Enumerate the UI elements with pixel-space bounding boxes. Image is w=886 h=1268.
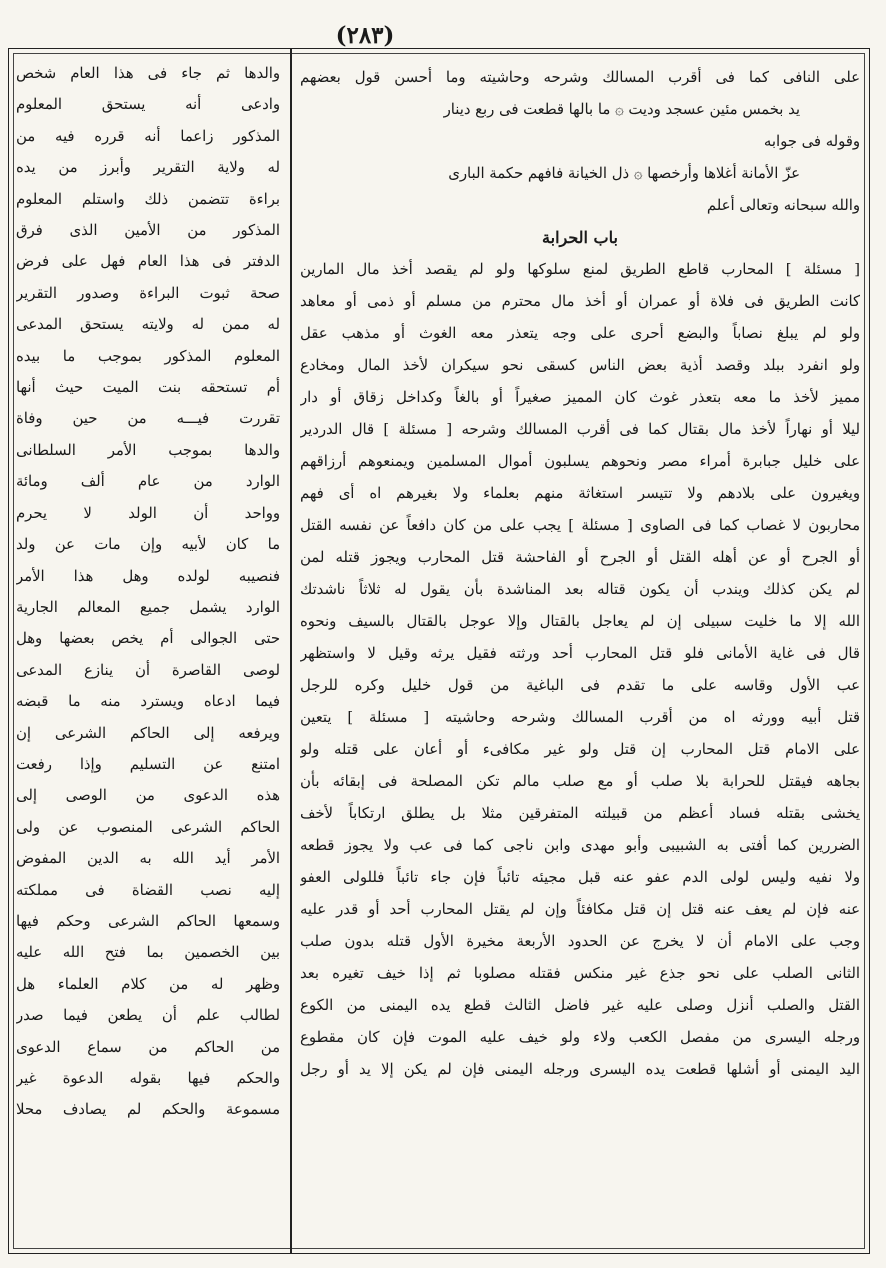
- side-line: الوارد من عام ألف ومائة: [16, 473, 280, 491]
- main-line: ولا نفيه وليس لولى الدم عفو عنه قبل مجيئه تائباً فإن جاء تائباً فللولى العفو: [300, 869, 860, 886]
- side-line: له ممن له ولايته يستحق المدعى: [16, 316, 280, 334]
- side-line: امتنع عن التسليم وإذا رفعت: [16, 755, 280, 773]
- main-line: ويغيرون على بلادهم ولا تتيسر استغاثة منهم بعلماء ولا بغيرهم اه أى فهم: [300, 485, 860, 502]
- side-line: والحكم فيها بقوله الدعوة غير: [16, 1070, 280, 1087]
- side-line: والدها بموجب الأمر السلطانى: [16, 441, 280, 459]
- main-line: لم يكن كذلك ويندب أن يكون قتاله بعد المناشدة بأن يقول له ثلاثاً ناشدتك: [300, 581, 860, 598]
- side-line: وواحد أن الولد لا يحرم: [16, 504, 280, 522]
- main-line: ليلا أو نهاراً لأخذ مال بقتال كما فى أقرب المسالك وشرحه [ مسئلة ] قال الدردير: [300, 421, 860, 438]
- main-column: [300, 62, 860, 1248]
- main-line: عب الأول وقاسه على ما تقدم فى الباغية من قول خليل وكره للرجل: [300, 677, 860, 694]
- main-line: على خليل جبابرة أمراء مصر ونحوهم يسلبون أموال المسلمين ويمنعوهم أرزاقهم: [300, 453, 860, 470]
- verse-line: يد بخمس مئين عسجد وديت ۞ ما بالها قطعت فى ربع دينار: [443, 101, 800, 118]
- main-line: قال فى غاية الأمانى فلو قتل المحارب أحد ورثته فقيل يرثه وقيل لا واستظهر: [300, 645, 860, 662]
- side-line: حتى الجوالى أم يخص بعضها وهل: [16, 630, 280, 648]
- main-line: اليد اليمنى أو أشلها قطعت يده اليسرى ورجله اليمنى فإن لم يكن إلا يد أو رجل: [300, 1061, 860, 1078]
- side-line: وظهر له من كلام العلماء هل: [16, 975, 280, 993]
- side-line: المذكور زاعما أنه قرره فيه من: [16, 127, 280, 145]
- main-line: عنه فإن لم يعف عنه قتل إن قتل مكافئاً وإن لم يقتل المحارب أحد أو قدر عليه: [300, 901, 860, 918]
- side-line: تقررت فيـــه من حين وفاة: [16, 410, 280, 428]
- main-line: ولو انفرد ببلد وقصد أذية بعض الناس كسقى نحو سيكران لأخذ المال ومخادع: [300, 357, 860, 374]
- side-line: وادعى أنه يستحق المعلوم: [16, 96, 280, 114]
- side-line: والدها ثم جاء فى هذا العام شخص: [16, 65, 280, 82]
- section-heading: باب الحرابة: [542, 228, 618, 247]
- main-line: مميز لأخذ ما معه بتعذر غوث كان المميز صغيراً أو بالغاً وكداخل زقاق أو دار: [300, 389, 860, 406]
- side-line: ويرفعه إلى الحاكم الشرعى إن: [16, 724, 280, 742]
- main-line: على الامام قتل المحارب إن قتل ولو غير مكافىء أو أعان على قتله ولو: [300, 741, 860, 758]
- page-number: (٢٨٣): [335, 22, 395, 49]
- main-line: القتل والصلب أنزل وصلى عليه غير فاضل الثالث قطع يده اليمنى من الكوع: [300, 997, 860, 1014]
- side-line: أم تستحقه بنت الميت حيث أنها: [16, 379, 280, 397]
- side-line: المعلوم المذكور بموجب ما بيده: [16, 347, 280, 365]
- main-line: بجاهه فيقتل للحرابة بلا صلب أو مع صلب مالم تكن المصلحة فى إبقائه بأن: [300, 773, 860, 790]
- main-line: أو الجرح أو عن أهله القتل أو الجرح أو الفاحشة قتل المحارب ويجوز قتله لمن: [300, 549, 860, 566]
- side-line: مسموعة والحكم لم يصادف محلا: [16, 1101, 280, 1119]
- side-line: إليه نصب القضاة فى مملكته: [16, 881, 280, 899]
- side-column: [16, 58, 280, 1248]
- side-line: من الحاكم من سماع الدعوى: [16, 1038, 280, 1056]
- side-line: لوصى القاصرة أن ينازع المدعى: [16, 661, 280, 679]
- main-line: ولو لم يبلغ نصاباً والبضع أحرى على وجه يتعذر معه الغوث أو مذهب عقل: [300, 325, 860, 342]
- column-divider: [290, 48, 292, 1254]
- main-line: الثانى الصلب على نحو جذع غير منكس فقتله مصلوبا ثم إذا خيف تغيره بعد: [300, 965, 860, 982]
- side-line: فنصيبه لولده وهل هذا الأمر: [16, 567, 280, 585]
- verse-line: عزّ الأمانة أغلاها وأرخصها ۞ ذل الخيانة فافهم حكمة البارى: [448, 165, 800, 182]
- side-line: بين الخصمين بما فتح الله عليه: [16, 944, 280, 962]
- side-line: فيما ادعاه ويسترد منه ما قبضه: [16, 693, 280, 711]
- main-line: يخشى بقتله فساد أعظم من قبيلته المتفرقين مثلا بل يطلق ارتكاباً لأخف: [300, 805, 860, 822]
- main-line: محاربون لا غصاب كما فى الصاوى [ مسئلة ] يجب على من كان دافعاً عن نفسه القتل: [300, 517, 860, 534]
- main-line: وقوله فى جوابه: [763, 133, 860, 150]
- main-line: قتل أبيه وورثه اه من أقرب المسالك وشرحه وحاشيته [ مسئلة ] يتعين: [300, 709, 860, 726]
- side-line: له ولاية التقرير وأبرز من يده: [16, 159, 280, 177]
- main-line: والله سبحانه وتعالى أعلم: [706, 197, 860, 214]
- side-line: براءة تتضمن ذلك واستلم المعلوم: [16, 190, 280, 208]
- main-line: الضررين كما أفتى به الشبيبى وأبو مهدى وابن ناجى كما فى عب ولا يجوز قطعه: [300, 837, 860, 854]
- side-line: صحة ثبوت البراءة وصدور التقرير: [16, 284, 280, 302]
- side-line: هذه الدعوى من الوصى إلى: [16, 787, 280, 805]
- main-line: وجب على الامام أن لا يخرج عن الحدود الأربعة مخيرة الأول قتله بدون صلب: [300, 933, 860, 950]
- side-line: الأمر أيد الله به الدين المفوض: [16, 850, 280, 868]
- side-line: لطالب علم أن يطعن فيما صدر: [16, 1007, 280, 1025]
- main-line: على النافى كما فى أقرب المسالك وشرحه وحاشيته وما أحسن قول بعضهم: [300, 69, 860, 86]
- main-line: الله إلا ما خليت سبيلى إن لم يعاجل بالقتال وإلا عوجل بالقتال بالسيف ونحوه: [300, 613, 860, 630]
- main-line: [ مسئلة ] المحارب قاطع الطريق لمنع سلوكها ولو لم يقصد أخذ مال المارين: [300, 261, 860, 278]
- main-line: ورجله اليسرى من مفصل الكعب ولاء ولو خيف عليه الموت فإن كان مقطوع: [300, 1029, 860, 1046]
- side-line: الدفتر فى هذا العام فهل على فرض: [16, 253, 280, 271]
- side-line: وسمعها الحاكم الشرعى وحكم فيها: [16, 912, 280, 930]
- side-line: المذكور من الأمين الذى فرق: [16, 222, 280, 240]
- side-line: ما كان لأبيه وإن مات عن ولد: [16, 536, 280, 554]
- side-line: الحاكم الشرعى المنصوب عن ولى: [16, 818, 280, 836]
- side-line: الوارد يشمل جميع المعالم الجارية: [16, 598, 280, 616]
- main-line: كانت الطريق فى فلاة أو عمران أو أخذ مال محترم من مسلم أو ذمى أو معاهد: [300, 293, 860, 310]
